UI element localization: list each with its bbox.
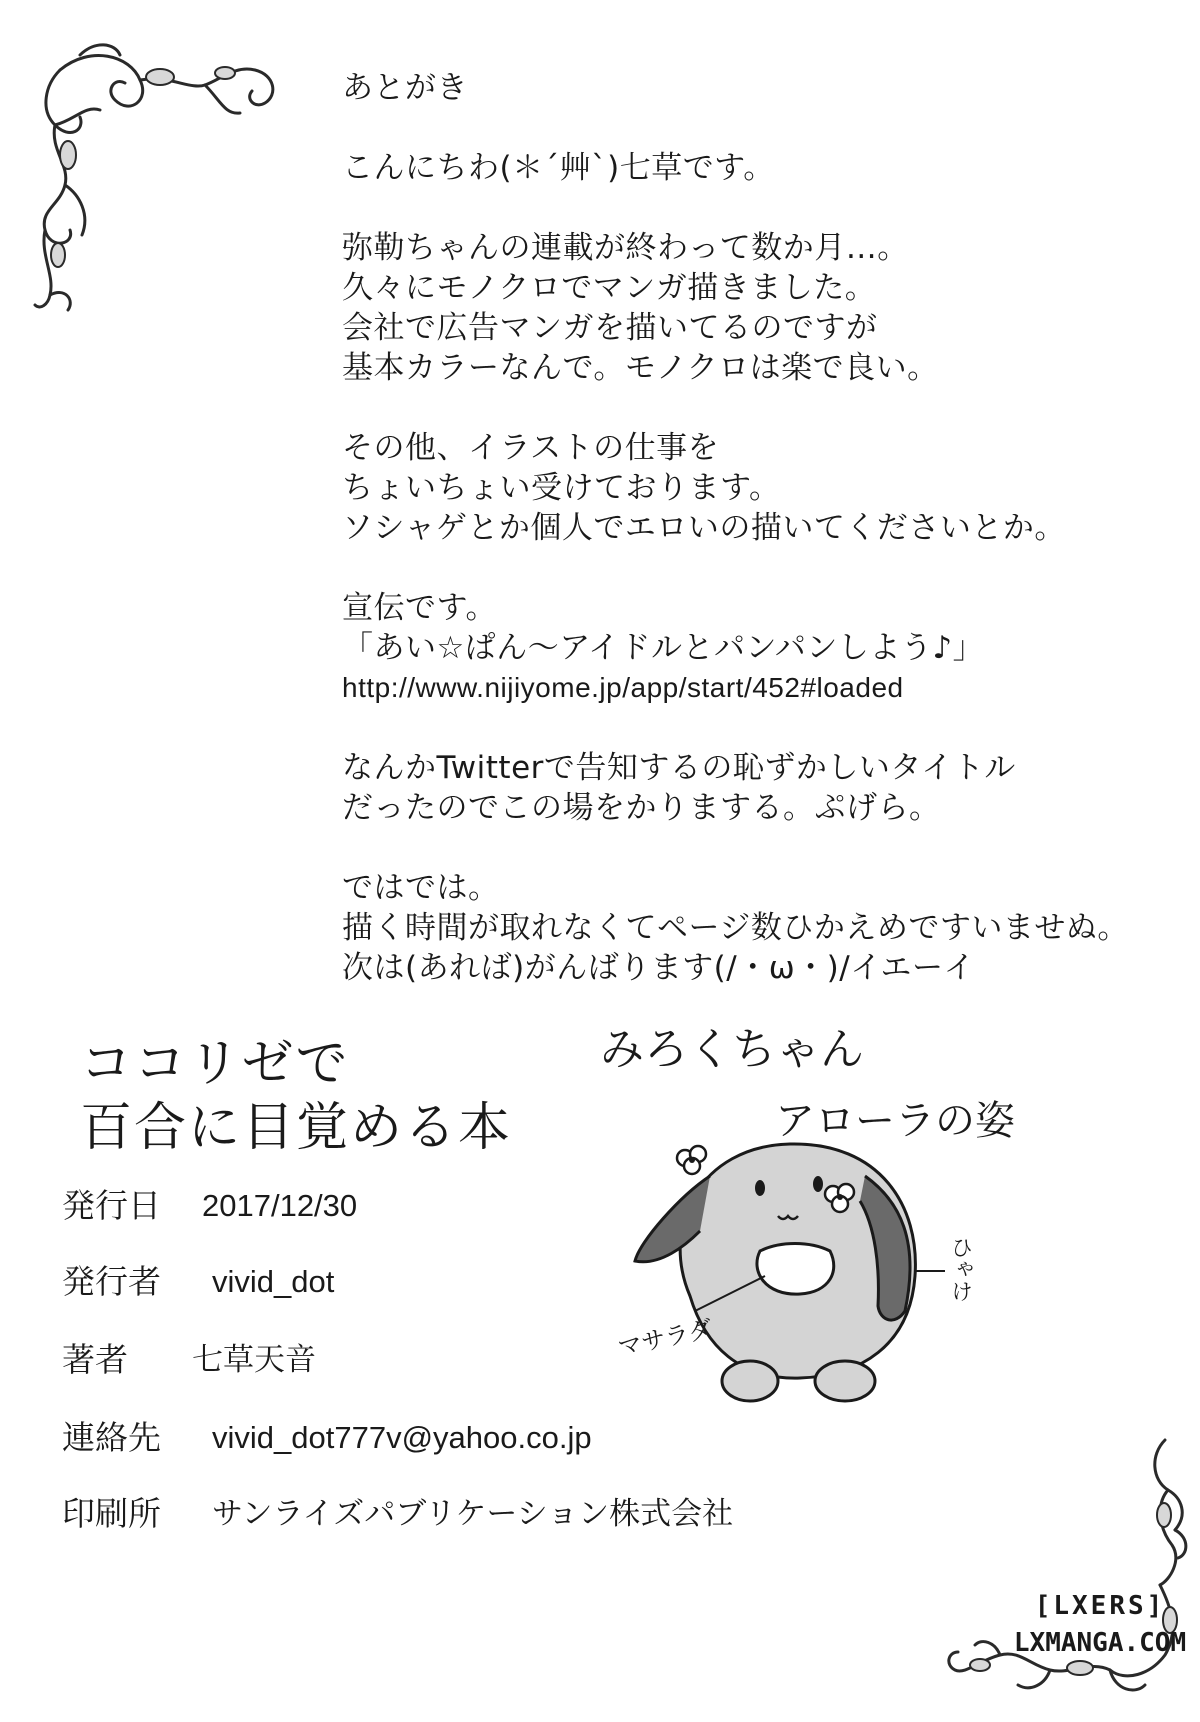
text-line: 次は(あれば)がんばります(/・ω・)/イエーイ	[342, 950, 975, 986]
paragraph-promo	[342, 588, 1142, 708]
author-value: 七草天音	[192, 1342, 316, 1378]
corner-ornament-bottom-right	[920, 1420, 1190, 1710]
illustration-caption-2: アローラの姿	[775, 1098, 1015, 1144]
book-title	[80, 1032, 512, 1160]
mascot-body	[635, 1144, 945, 1401]
publisher-value: vivid_dot	[212, 1264, 335, 1299]
text-line: ではでは。	[342, 870, 500, 906]
text-line: 基本カラーなんで。モノクロは楽で良い。	[342, 350, 939, 386]
book-title-line-2: 百合に目覚める本	[80, 1098, 513, 1158]
date-label: 発行日	[62, 1186, 161, 1225]
paragraph-serialization	[342, 228, 1142, 388]
illustration-caption-1: みろくちゃん	[600, 1026, 864, 1075]
watermark-site: LXMANGA.COM	[1013, 1628, 1187, 1658]
watermark-tag: [LXERS]	[1034, 1591, 1166, 1621]
date-value: 2017/12/30	[202, 1188, 358, 1223]
text-line: なんかTwitterで告知するの恥ずかしいタイトル	[342, 750, 1016, 786]
author-label: 著者	[62, 1340, 128, 1379]
paragraph-closing	[342, 868, 1142, 988]
afterword	[342, 68, 1142, 1028]
site-watermark	[1005, 1590, 1195, 1660]
text-line: 会社で広告マンガを描いてるのですが	[342, 310, 878, 346]
promo-intro: 宣伝です。	[342, 590, 498, 626]
promo-url: http://www.nijiyome.jp/app/start/452#loaded	[342, 672, 904, 703]
text-line: その他、イラストの仕事を	[342, 430, 720, 466]
contact-label: 連絡先	[62, 1418, 161, 1457]
text-line: だったのでこの場をかりまする。ぷげら。	[342, 790, 941, 826]
text-line: 弥勒ちゃんの連載が終わって数か月…。	[342, 230, 909, 266]
paragraph-other-work	[342, 428, 1142, 548]
printer-value: サンライズパブリケーション株式会社	[212, 1496, 734, 1532]
paragraph-twitter	[342, 748, 1142, 828]
illustration-note-right: ひゃけ	[947, 1236, 973, 1302]
text-line: ちょいちょい受けております。	[342, 470, 781, 506]
mascot-illustration	[600, 1026, 1100, 1456]
contact-value: vivid_dot777v@yahoo.co.jp	[212, 1420, 592, 1455]
promo-title: 「あい☆ぱん～アイドルとパンパンしよう♪」	[342, 630, 985, 666]
text-line: 久々にモノクロでマンガ描きました。	[342, 270, 877, 306]
greeting: こんにちわ(＊´艸`)七草です。	[342, 150, 775, 186]
corner-ornament-top-left	[20, 25, 300, 325]
afterword-heading: あとがき	[342, 70, 468, 106]
text-line: 描く時間が取れなくてページ数ひかえめですいませぬ。	[342, 910, 1129, 946]
illustration-note-left: マサラダ	[615, 1314, 715, 1362]
printer-label: 印刷所	[62, 1494, 161, 1533]
text-line: ソシャゲとか個人でエロいの描いてくださいとか。	[342, 510, 1066, 546]
publisher-label: 発行者	[62, 1262, 161, 1301]
book-title-line-1: ココリゼで	[80, 1034, 350, 1094]
